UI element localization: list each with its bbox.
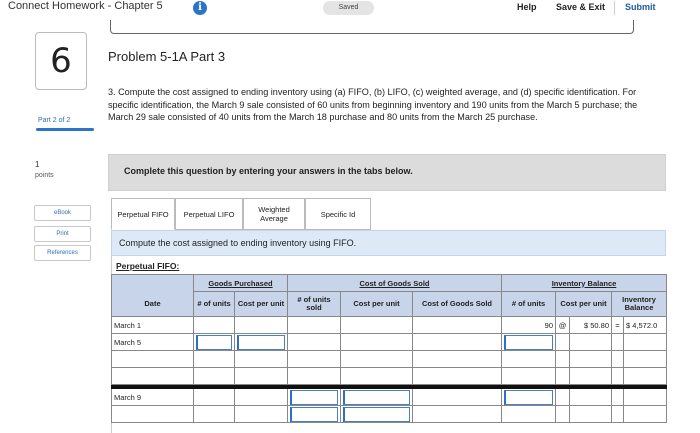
balance-units-value: 90 xyxy=(502,317,556,334)
help-link[interactable]: Help xyxy=(517,2,537,12)
table-row xyxy=(112,389,667,406)
points-label: points xyxy=(35,172,54,179)
balance-cost-value: $ 50.80 xyxy=(570,317,612,334)
purchased-cost-input[interactable] xyxy=(237,335,285,350)
table-row xyxy=(112,406,667,423)
cost-of-goods-sold-header: Cost of Goods Sold xyxy=(288,275,502,292)
at-symbol: @ xyxy=(556,317,570,334)
instruction-box xyxy=(108,154,666,191)
app-title: Connect Homework - Chapter 5 xyxy=(8,0,163,12)
question-number-box xyxy=(35,32,87,90)
balance-units-input[interactable] xyxy=(504,335,553,350)
inventory-balance-header: Inventory Balance xyxy=(502,275,667,292)
equals-symbol: = xyxy=(612,317,624,334)
sold-units-input-2[interactable] xyxy=(290,407,338,422)
balance-cost-col-header: Cost per unit xyxy=(556,292,612,317)
sold-cost-col-header: Cost per unit xyxy=(341,292,413,317)
points-value: 1 xyxy=(35,160,40,169)
sold-units-col-header: # of units sold xyxy=(288,292,341,317)
save-exit-link[interactable]: Save & Exit xyxy=(556,2,606,12)
balance-total-value: $ 4,572.0 xyxy=(624,317,667,334)
print-button[interactable]: Print xyxy=(34,226,91,242)
top-bar xyxy=(0,0,700,18)
tab-perpetual-lifo[interactable]: Perpetual LIFO xyxy=(175,198,243,230)
table-row xyxy=(112,317,667,334)
table-row xyxy=(112,334,667,351)
row-date: March 1 xyxy=(112,317,194,334)
tab-specific-id[interactable]: Specific Id xyxy=(305,198,371,230)
balance-units-input-2[interactable] xyxy=(504,390,553,405)
part-progress-bar xyxy=(36,128,94,131)
info-icon[interactable]: i xyxy=(193,1,207,15)
ebook-button[interactable]: eBook xyxy=(34,205,91,221)
tab-weighted-average[interactable]: Weighted Average xyxy=(243,198,305,230)
purchased-units-input[interactable] xyxy=(196,335,232,350)
sold-cost-input-2[interactable] xyxy=(343,407,410,422)
table-row xyxy=(112,368,667,385)
row-date: March 9 xyxy=(112,389,194,406)
cogs-col-header: Cost of Goods Sold xyxy=(413,292,502,317)
table-row xyxy=(112,351,667,368)
balance-total-col-header: Inventory Balance xyxy=(612,292,667,317)
row-date: March 5 xyxy=(112,334,194,351)
references-button[interactable]: References xyxy=(34,245,91,261)
previous-part-frame xyxy=(110,20,634,34)
date-col-header: Date xyxy=(112,292,194,317)
part-indicator: Part 2 of 2 xyxy=(38,117,71,124)
table-title: Perpetual FIFO: xyxy=(116,261,180,271)
submit-link[interactable]: Submit xyxy=(625,2,656,12)
instruction-text: Complete this question by entering your answers in the tabs below. xyxy=(124,166,413,176)
purchased-units-col-header: # of units xyxy=(194,292,235,317)
table-group-header xyxy=(112,275,667,292)
top-divider xyxy=(614,1,615,15)
balance-units-col-header: # of units xyxy=(502,292,556,317)
question-number: 6 xyxy=(50,41,72,81)
saved-status-badge: Saved xyxy=(323,1,374,15)
goods-purchased-header: Goods Purchased xyxy=(194,275,288,292)
sold-cost-input[interactable] xyxy=(343,390,410,405)
sold-units-input[interactable] xyxy=(290,390,338,405)
problem-title: Problem 5-1A Part 3 xyxy=(108,49,226,64)
section-prompt-bar xyxy=(111,230,666,256)
section-prompt: Compute the cost assigned to ending inventory using FIFO. xyxy=(119,238,357,248)
fifo-table xyxy=(111,274,667,423)
table-column-header xyxy=(112,292,667,317)
purchased-cost-col-header: Cost per unit xyxy=(235,292,288,317)
problem-text: 3. Compute the cost assigned to ending inventory using (a) FIFO, (b) LIFO, (c) weighted average, and (d) specific identification. For specific identification, the March 9 sale consisted of 60 units from beginning inventory and 190 units from the March 5 purchase; the March 29 sale consisted of 40 units from the March 18 purchase and 80 units from the March 25 purchase. xyxy=(108,87,638,122)
tab-perpetual-fifo[interactable]: Perpetual FIFO xyxy=(111,198,175,230)
